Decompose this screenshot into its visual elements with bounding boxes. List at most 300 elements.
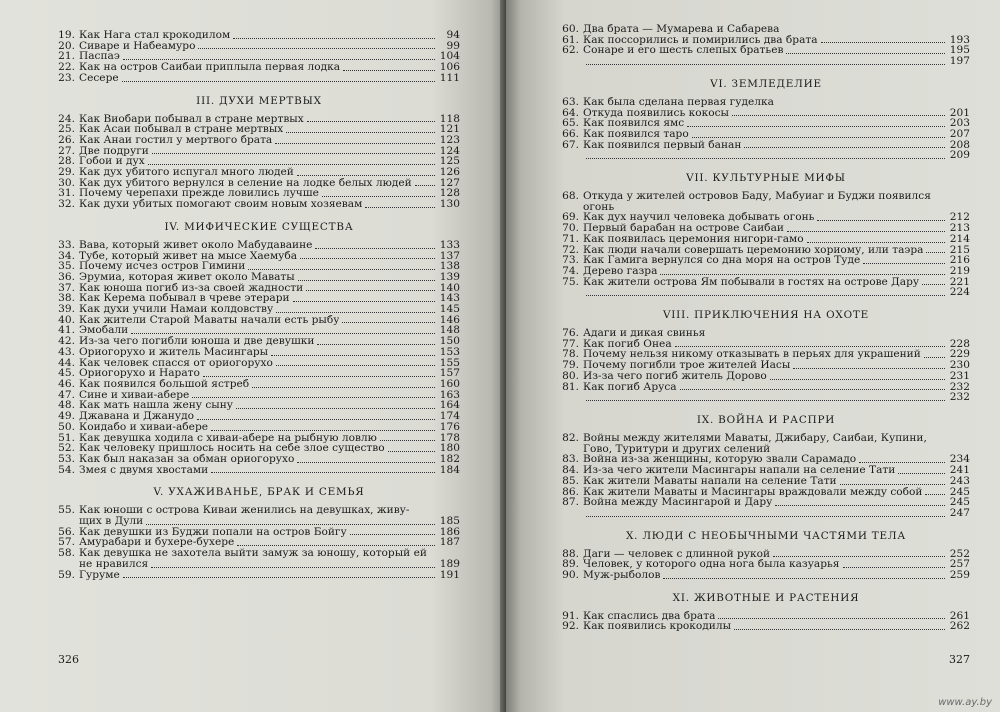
dot-leader — [211, 472, 435, 473]
toc-entry — [562, 371, 970, 382]
toc-entry — [562, 339, 970, 350]
right-page — [506, 0, 1000, 712]
entry-title: Откуда появились кокосы — [583, 107, 729, 119]
entry-number: 20. — [58, 39, 75, 52]
entry-page-number: 138 — [439, 260, 460, 273]
dot-leader — [315, 248, 435, 249]
dot-leader — [786, 53, 945, 54]
toc-entry — [562, 129, 970, 140]
entry-page-number: 184 — [439, 463, 460, 476]
entry-title: Как Виобари побывал в стране мертвых — [79, 113, 304, 125]
dot-leader — [732, 115, 945, 116]
toc-entry — [562, 150, 970, 161]
entry-number: 38. — [58, 292, 75, 305]
dot-leader — [350, 534, 435, 535]
entry-title: Из-за чего погибли юноша и две девушки — [79, 336, 315, 347]
entry-page-number: 140 — [439, 281, 460, 294]
dot-leader — [293, 301, 435, 302]
entry-page-number: 176 — [439, 420, 460, 433]
entry-page-number: 180 — [439, 442, 460, 455]
entry-title: Эрумиа, которая живет около Маваты — [79, 271, 295, 283]
entry-title: Из-за чего погиб житель Дорово — [583, 370, 767, 382]
toc-entry — [562, 24, 970, 35]
entry-number: 88. — [562, 547, 579, 560]
entry-page-number: 160 — [439, 377, 460, 390]
entry-title: Как на остров Саибаи приплыла первая лодка — [79, 62, 341, 73]
toc-entry — [562, 108, 970, 119]
entry-title: Эмобали — [79, 325, 129, 337]
entry-title: Как юноша погиб из-за своей жадности — [79, 282, 304, 294]
toc-entry — [562, 223, 970, 234]
dot-leader — [192, 397, 435, 398]
entry-page-number: 185 — [439, 515, 460, 528]
entry-title: огонь — [583, 201, 615, 213]
toc-entry — [562, 287, 970, 298]
dot-leader — [233, 38, 435, 39]
toc-entry — [58, 454, 460, 465]
entry-page-number: 231 — [949, 369, 970, 382]
entry-title: Почему погибли трое жителей Иасы — [583, 360, 791, 371]
entry-number: 31. — [58, 187, 75, 200]
entry-number: 67. — [562, 138, 579, 151]
dot-leader — [926, 252, 945, 253]
dot-leader — [131, 333, 435, 334]
dot-leader — [925, 494, 945, 495]
dot-leader — [286, 132, 435, 133]
entry-number: 35. — [58, 260, 75, 273]
entry-number: 59. — [58, 568, 75, 581]
entry-page-number: 197 — [949, 55, 970, 68]
entry-title: Как жители острова Ям побывали в гостях на острове Дару — [583, 276, 920, 288]
toc-entry — [562, 266, 970, 277]
entry-number: 19. — [58, 29, 75, 41]
entry-page-number: 262 — [949, 620, 970, 633]
entry-number: 42. — [58, 335, 75, 348]
entry-number: 86. — [562, 485, 579, 498]
toc-entry — [562, 45, 970, 56]
entry-number: 76. — [562, 327, 579, 340]
entry-page-number: 123 — [439, 133, 460, 146]
dot-leader — [793, 368, 945, 369]
entry-number: 79. — [562, 359, 579, 372]
entry-title: Адаги и дикая свинья — [583, 328, 706, 339]
entry-number: 90. — [562, 569, 579, 582]
entry-title: Как спаслись два брата — [583, 610, 716, 622]
entry-page-number: 224 — [949, 286, 970, 299]
section-heading: VI. ЗЕМЛЕДЕЛИЕ — [710, 77, 822, 90]
entry-number: 48. — [58, 399, 75, 412]
toc-entry — [58, 411, 460, 422]
dot-leader — [297, 462, 435, 463]
toc-entry — [562, 212, 970, 223]
entry-page-number: 182 — [439, 452, 460, 465]
entry-page-number: 106 — [439, 61, 460, 74]
entry-number: 64. — [562, 106, 579, 119]
toc-entry — [562, 328, 970, 339]
entry-number: 61. — [562, 33, 579, 46]
toc-entry — [58, 443, 460, 454]
toc-entry — [58, 135, 460, 146]
entry-number: 91. — [562, 609, 579, 622]
entry-number: 65. — [562, 117, 579, 130]
toc-entry — [58, 178, 460, 189]
dot-leader — [122, 81, 435, 82]
dot-leader — [787, 231, 945, 232]
dot-leader — [152, 153, 435, 154]
section-heading: V. УХАЖИВАНЬЕ, БРАК И СЕМЬЯ — [153, 486, 365, 499]
dot-leader — [123, 577, 435, 578]
toc-entry — [58, 548, 460, 559]
entry-page-number: 195 — [949, 44, 970, 57]
entry-title: Как погиб Аруса — [583, 381, 677, 393]
entry-number: 71. — [562, 232, 579, 245]
toc-entry — [58, 188, 460, 199]
toc-entry — [58, 293, 460, 304]
entry-page-number: 164 — [439, 399, 460, 412]
dot-leader — [343, 70, 435, 71]
entry-page-number: 148 — [439, 324, 460, 337]
entry-number: 32. — [58, 198, 75, 211]
entry-title: Ориогорухо и Нарато — [79, 368, 200, 379]
entry-page-number: 221 — [949, 275, 970, 288]
entry-title: Два брата — Мумарева и Сабарева — [583, 24, 780, 35]
entry-number: 37. — [58, 281, 75, 294]
entry-page-number: 128 — [439, 187, 460, 200]
toc-entry — [58, 283, 460, 294]
toc-entry — [58, 422, 460, 433]
dot-leader — [123, 59, 435, 60]
dot-leader — [840, 484, 945, 485]
section-heading: XI. ЖИВОТНЫЕ И РАСТЕНИЯ — [672, 591, 860, 604]
entry-title: Как появился таро — [583, 128, 689, 140]
entry-number: 87. — [562, 496, 579, 509]
toc-entry — [562, 35, 970, 46]
right-page-number: 327 — [949, 653, 970, 666]
entry-number: 69. — [562, 211, 579, 224]
entry-page-number: 143 — [439, 292, 460, 305]
toc-entry — [58, 146, 460, 157]
entry-page-number: 163 — [439, 388, 460, 401]
entry-page-number: 252 — [949, 547, 970, 560]
entry-title: Две подруги — [79, 145, 149, 157]
entry-number: 57. — [58, 536, 75, 549]
entry-title: Войны между жителями Маваты, Джибару, Саибаи, Купини, — [583, 432, 927, 444]
toc-entry — [58, 325, 460, 336]
entry-title: Как появился ямс — [583, 118, 685, 129]
entry-number: 33. — [58, 238, 75, 251]
entry-title: Амурабари и бухере-бухере — [79, 537, 235, 549]
dot-leader — [807, 242, 945, 243]
entry-number: 47. — [58, 388, 75, 401]
entry-page-number: 228 — [949, 337, 970, 350]
entry-number: 53. — [58, 452, 75, 465]
entry-number: 60. — [562, 23, 579, 35]
toc-entry — [58, 73, 460, 84]
dot-leader — [718, 618, 945, 619]
dot-leader — [843, 567, 946, 568]
toc-entry — [58, 167, 460, 178]
toc-entry — [58, 304, 460, 315]
entry-page-number: 201 — [949, 106, 970, 119]
entry-number: 25. — [58, 123, 75, 136]
dot-leader — [197, 419, 435, 420]
dot-leader — [734, 629, 945, 630]
toc-entry — [58, 347, 460, 358]
dot-leader — [680, 389, 945, 390]
entry-title: Как поссорились и помирились два брата — [583, 34, 818, 46]
entry-page-number: 232 — [949, 391, 970, 404]
entry-title: Как человек спасся от ориогорухо — [79, 357, 273, 369]
entry-number: 51. — [58, 431, 75, 444]
entry-page-number: 153 — [439, 345, 460, 358]
entry-title: Как девушки из Буджи попали на остров Бойгу — [79, 526, 347, 538]
entry-page-number: 247 — [949, 506, 970, 519]
dot-leader — [151, 567, 435, 568]
toc-entry — [58, 51, 460, 62]
toc-entry — [562, 392, 970, 403]
dot-leader — [924, 357, 945, 358]
toc-entry — [58, 537, 460, 548]
entry-page-number: 130 — [439, 198, 460, 211]
entry-title: Как Нага стал крокодилом — [79, 30, 231, 41]
left-page-number: 326 — [58, 653, 79, 666]
dot-leader — [306, 290, 435, 291]
toc-entry — [562, 497, 970, 508]
section-heading: VII. КУЛЬТУРНЫЕ МИФЫ — [686, 172, 846, 185]
entry-number: 68. — [562, 190, 579, 203]
entry-page-number: 178 — [439, 431, 460, 444]
dot-leader — [687, 126, 945, 127]
toc-entry — [58, 390, 460, 401]
dot-leader — [692, 137, 945, 138]
toc-entry — [58, 516, 460, 527]
entry-number: 74. — [562, 264, 579, 277]
entry-title: Первый барабан на острове Саибаи — [583, 223, 784, 234]
entry-page-number: 150 — [439, 335, 460, 348]
entry-title: Человек, у которого одна нога была казуарья — [583, 559, 840, 571]
dot-leader — [586, 400, 945, 401]
toc-entry — [562, 234, 970, 245]
dot-leader — [342, 322, 435, 323]
toc-entry — [562, 621, 970, 632]
toc-entry — [562, 454, 970, 465]
toc-entry — [58, 505, 460, 516]
entry-number: 62. — [562, 44, 579, 57]
entry-number: 78. — [562, 348, 579, 361]
toc-entry — [58, 570, 460, 581]
entry-title: Война из-за женщины, которую звали Сарамадо — [583, 454, 857, 466]
entry-number: 44. — [58, 356, 75, 369]
toc-entry — [562, 382, 970, 393]
toc-entry — [58, 400, 460, 411]
entry-number: 80. — [562, 369, 579, 382]
entry-title: Как дух научил человека добывать огонь — [583, 212, 815, 224]
entry-page-number: 257 — [949, 558, 970, 571]
entry-title: Как жители Маваты и Масингары враждовали между собой — [583, 486, 923, 498]
entry-title: Как Гамига вернулся со дна моря на остров Туде — [583, 255, 861, 266]
toc-entry — [562, 360, 970, 371]
toc-entry — [562, 245, 970, 256]
toc-entry — [562, 118, 970, 129]
entry-number: 24. — [58, 112, 75, 125]
dot-leader — [236, 408, 435, 409]
toc-entry — [58, 199, 460, 210]
toc-entry — [562, 487, 970, 498]
entry-title: Как духи учили Намаи колдовству — [79, 304, 274, 315]
toc-entry — [58, 30, 460, 41]
entry-title: Как юноши с острова Киваи женились на девушках, живу- — [79, 505, 410, 517]
entry-page-number: 234 — [949, 453, 970, 466]
entry-page-number: 125 — [439, 155, 460, 168]
entry-page-number: 261 — [949, 609, 970, 622]
toc-entry — [58, 62, 460, 73]
dot-leader — [898, 473, 945, 474]
entry-page-number: 118 — [439, 112, 460, 125]
entry-number: 82. — [562, 431, 579, 444]
entry-number: 58. — [58, 547, 75, 560]
entry-title: Как девушка не захотела выйти замуж за юношу, который ей — [79, 548, 427, 559]
entry-page-number: 208 — [949, 138, 970, 151]
dot-leader — [203, 376, 435, 377]
dot-leader — [922, 284, 945, 285]
entry-page-number: 94 — [446, 29, 460, 41]
entry-page-number: 126 — [439, 166, 460, 179]
dot-leader — [586, 158, 945, 159]
toc-entry — [562, 349, 970, 360]
dot-leader — [663, 578, 945, 579]
entry-title: Как появился большой ястреб — [79, 378, 250, 390]
entry-page-number: 104 — [439, 50, 460, 63]
entry-page-number: 213 — [949, 222, 970, 235]
dot-leader — [237, 545, 435, 546]
entry-page-number: 186 — [439, 525, 460, 538]
dot-leader — [275, 143, 435, 144]
toc-entry — [58, 527, 460, 538]
toc-entry — [58, 124, 460, 135]
entry-title: Как люди начали совершать церемонию хориому, или таэра — [583, 244, 924, 256]
entry-number: 45. — [58, 367, 75, 380]
entry-page-number: 146 — [439, 313, 460, 326]
entry-title: Гуруме — [79, 569, 120, 581]
dot-leader — [821, 42, 945, 43]
entry-number: 70. — [562, 222, 579, 235]
toc-entry — [562, 56, 970, 67]
section-heading: III. ДУХИ МЕРТВЫХ — [196, 94, 322, 107]
toc-entry — [562, 255, 970, 266]
dot-leader — [317, 344, 435, 345]
toc-entry — [58, 368, 460, 379]
toc-entry — [562, 202, 970, 213]
entry-page-number: 127 — [439, 176, 460, 189]
toc-entry — [58, 251, 460, 262]
dot-leader — [297, 175, 435, 176]
entry-title: Сонаре и его шесть слепых братьев — [583, 45, 784, 57]
entry-title: Джавана и Джанудо — [79, 411, 194, 422]
entry-title: Как был наказан за обман ориогорухо — [79, 453, 295, 465]
entry-page-number: 203 — [949, 117, 970, 130]
entry-number: 21. — [58, 50, 75, 63]
toc-entry — [562, 444, 970, 455]
left-toc — [58, 30, 460, 580]
dot-leader — [198, 48, 435, 49]
dot-leader — [775, 505, 945, 506]
entry-page-number: 230 — [949, 359, 970, 372]
entry-page-number: 189 — [439, 557, 460, 570]
entry-number: 49. — [58, 410, 75, 423]
dot-leader — [415, 185, 435, 186]
entry-number: 81. — [562, 380, 579, 393]
dot-leader — [298, 280, 435, 281]
entry-page-number: 99 — [446, 39, 460, 52]
entry-title: Коидабо и хиваи-абере — [79, 421, 208, 433]
toc-entry — [58, 433, 460, 444]
dot-leader — [773, 556, 945, 557]
entry-number: 55. — [58, 504, 75, 517]
entry-title: Вава, который живет около Мабудаваине — [79, 239, 313, 251]
section-heading: X. ЛЮДИ С НЕОБЫЧНЫМИ ЧАСТЯМИ ТЕЛА — [625, 529, 907, 542]
entry-title: Как жители Старой Маваты начали есть рыбу — [79, 314, 340, 326]
entry-page-number: 121 — [439, 123, 460, 136]
entry-title: Как была сделана первая гуделка — [583, 96, 774, 108]
entry-number: 56. — [58, 525, 75, 538]
entry-number: 30. — [58, 176, 75, 189]
entry-title: щих в Дули — [79, 516, 144, 527]
entry-page-number: 241 — [949, 464, 970, 477]
toc-entry — [562, 433, 970, 444]
entry-number: 23. — [58, 71, 75, 84]
entry-number: 83. — [562, 453, 579, 466]
entry-number: 41. — [58, 324, 75, 337]
right-toc — [562, 24, 970, 632]
toc-entry — [58, 336, 460, 347]
entry-title: Почему нельзя никому отказывать в перьях для украшений — [583, 349, 921, 361]
entry-page-number: 193 — [949, 33, 970, 46]
dot-leader — [863, 263, 945, 264]
toc-entry — [562, 140, 970, 151]
entry-title: Паспаэ — [79, 51, 120, 63]
dot-leader — [744, 147, 945, 148]
entry-page-number: 214 — [949, 232, 970, 245]
section-heading: VIII. ПРИКЛЮЧЕНИЯ НА ОХОТЕ — [662, 309, 870, 322]
dot-leader — [300, 258, 435, 259]
entry-page-number: 245 — [949, 496, 970, 509]
entry-title: Как девушка ходила с хиваи-абере на рыбную ловлю — [79, 432, 377, 444]
dot-leader — [211, 430, 435, 431]
dot-leader — [146, 524, 435, 525]
entry-page-number: 174 — [439, 410, 460, 423]
entry-page-number: 209 — [949, 149, 970, 162]
toc-entry — [562, 508, 970, 519]
entry-number: 54. — [58, 463, 75, 476]
entry-page-number: 215 — [949, 243, 970, 256]
entry-title: не нравился — [79, 558, 149, 570]
entry-page-number: 245 — [949, 485, 970, 498]
entry-number: 29. — [58, 166, 75, 179]
entry-number: 72. — [562, 243, 579, 256]
entry-title: Война между Масингарой и Дару — [583, 497, 773, 508]
dot-leader — [660, 274, 945, 275]
toc-entry — [58, 358, 460, 369]
entry-title: Тубе, который живет на мысе Хаемуба — [79, 250, 298, 262]
entry-page-number: 259 — [949, 569, 970, 582]
dot-leader — [248, 269, 435, 270]
entry-number: 89. — [562, 558, 579, 571]
entry-page-number: 207 — [949, 127, 970, 140]
dot-leader — [148, 164, 435, 165]
toc-entry — [58, 41, 460, 52]
entry-page-number: 137 — [439, 249, 460, 262]
entry-number: 77. — [562, 337, 579, 350]
